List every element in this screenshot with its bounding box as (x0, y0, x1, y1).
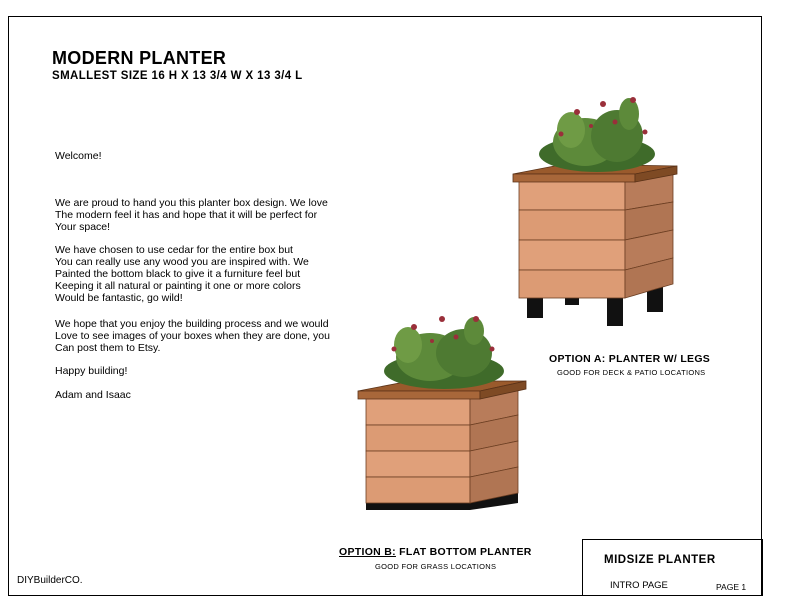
planter-with-legs-illustration (505, 92, 685, 328)
option-a-subtitle: GOOD FOR DECK & PATIO LOCATIONS (557, 368, 706, 377)
plant-foliage (539, 97, 655, 172)
option-b-title (339, 546, 532, 558)
title-block-title: MIDSIZE PLANTER (604, 554, 716, 566)
intro-paragraph: We hope that you enjoy the building process and we would Love to see images of your boxes when they are done, you Can post them to Etsy. (55, 318, 330, 355)
flat-bottom-planter-illustration (352, 305, 532, 515)
closing-text: Happy building! (55, 365, 128, 377)
option-b-title-prefix: OPTION B: (339, 546, 396, 558)
title-block-sheet-name: INTRO PAGE (610, 580, 668, 591)
option-a-title: OPTION A: PLANTER W/ LEGS (549, 353, 711, 365)
side-boards (625, 174, 673, 298)
option-b-title-rest: FLAT BOTTOM PLANTER (395, 546, 532, 558)
title-block-page-number: PAGE 1 (716, 582, 747, 592)
intro-paragraph: We have chosen to use cedar for the entire box but You can really use any wood you are inspired with. We Painted the bottom black to give it a furniture feel but Keeping it all natural or painting it one or more colors Would be fantastic, go wild! (55, 244, 309, 305)
signature-text: Adam and Isaac (55, 389, 131, 401)
welcome-text: Welcome! (55, 150, 102, 162)
intro-paragraph: We are proud to hand you this planter box design. We love The modern feel it has and hope that it will be perfect for Your space! (55, 197, 328, 234)
side-boards (470, 389, 518, 503)
title-block (582, 539, 763, 596)
plant-foliage (384, 316, 504, 389)
front-boards (519, 180, 625, 298)
front-boards (366, 397, 470, 503)
page-subtitle: SMALLEST SIZE 16 H X 13 3/4 W X 13 3/4 L (52, 70, 303, 82)
page-title: MODERN PLANTER (52, 48, 227, 68)
option-b-subtitle: GOOD FOR GRASS LOCATIONS (375, 562, 497, 571)
brand-label: DIYBuilderCO. (17, 575, 83, 586)
